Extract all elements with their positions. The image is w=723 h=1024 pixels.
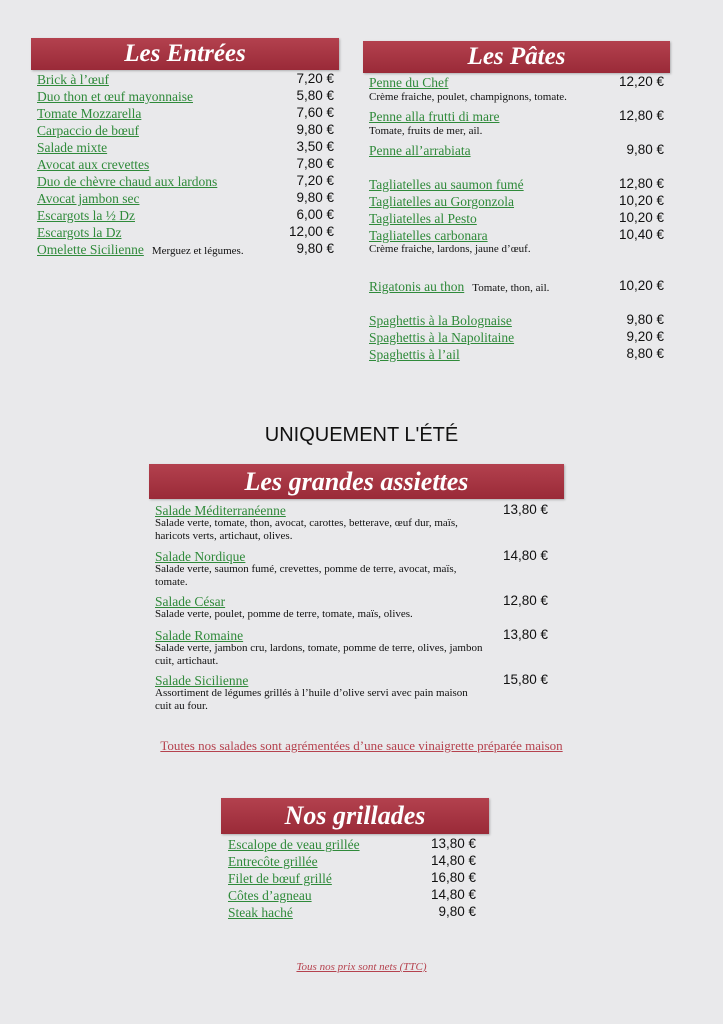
entree-price: 7,60 €: [296, 105, 334, 120]
entree-name[interactable]: Carpaccio de bœuf: [37, 123, 139, 138]
entree-price: 12,00 €: [288, 224, 334, 239]
pates-item: [369, 346, 664, 363]
grillade-price: 14,80 €: [430, 853, 476, 868]
pates-price: 10,40 €: [618, 227, 664, 242]
entree-name[interactable]: Escargots la ½ Dz: [37, 208, 135, 223]
entree-item: [37, 207, 334, 224]
entree-price: 3,50 €: [296, 139, 334, 154]
salad-dressing-note: Toutes nos salades sont agrémentées d’une sauce vinaigrette préparée maison: [160, 738, 563, 753]
salade-price: 14,80 €: [502, 548, 548, 563]
entree-item: [37, 88, 334, 105]
grillade-item: [228, 853, 476, 870]
salade-sub: Assortiment de légumes grillés à l’huile d’olive servi avec pain maison cuit au four.: [155, 687, 468, 712]
salade-name[interactable]: Salade Nordique: [155, 549, 246, 564]
entree-item: [37, 190, 334, 207]
entree-name[interactable]: Duo thon et œuf mayonnaise: [37, 89, 193, 104]
pates-item: [369, 193, 664, 210]
grillades-banner: Nos grillades: [221, 798, 489, 834]
pates-name[interactable]: Spaghettis à la Bolognaise: [369, 313, 512, 328]
pates-sub: Crème fraiche, lardons, jaune d’œuf.: [369, 243, 531, 255]
pates-name[interactable]: Penne all’arrabiata: [369, 143, 471, 158]
salade-sub: Salade verte, poulet, pomme de terre, tomate, maïs, olives.: [155, 608, 413, 620]
entree-name[interactable]: Escargots la Dz: [37, 225, 122, 240]
summer-only-heading: UNIQUEMENT L'ÉTÉ: [264, 424, 459, 446]
grillade-price: 14,80 €: [430, 887, 476, 902]
grillade-name[interactable]: Entrecôte grillée: [228, 854, 318, 869]
pates-price: 12,20 €: [618, 74, 664, 89]
entree-name[interactable]: Salade mixte: [37, 140, 108, 155]
pates-item: [369, 329, 664, 346]
entree-price: 7,80 €: [296, 156, 334, 171]
pates-price: 10,20 €: [618, 278, 664, 293]
pates-desc: Tomate, thon, ail.: [472, 282, 550, 294]
grillade-name[interactable]: Steak haché: [228, 905, 293, 920]
pates-price: 10,20 €: [618, 193, 664, 208]
pates-item: [369, 142, 664, 176]
entree-item: [37, 105, 334, 122]
entree-item: [37, 139, 334, 156]
grillade-price: 9,80 €: [438, 904, 476, 919]
entree-price: 9,80 €: [296, 122, 334, 137]
entree-item: [37, 173, 334, 190]
pates-section: [369, 74, 664, 363]
grillade-price: 13,80 €: [430, 836, 476, 851]
salade-name[interactable]: Salade César: [155, 594, 226, 609]
salade-price: 15,80 €: [502, 672, 548, 687]
salade-item: [155, 627, 548, 642]
pates-item: [369, 74, 664, 91]
grillade-price: 16,80 €: [430, 870, 476, 885]
grillade-item: [228, 904, 476, 921]
entree-price: 5,80 €: [296, 88, 334, 103]
entree-item: [37, 241, 334, 258]
entree-item: [37, 224, 334, 241]
salade-item: [155, 593, 548, 608]
entrees-section: [37, 71, 334, 258]
grillade-name[interactable]: Escalope de veau grillée: [228, 837, 360, 852]
entree-item: [37, 71, 334, 88]
salade-price: 12,80 €: [502, 593, 548, 608]
pates-price: 10,20 €: [618, 210, 664, 225]
entrees-banner: Les Entrées: [31, 38, 339, 70]
entree-name[interactable]: Duo de chèvre chaud aux lardons: [37, 174, 218, 189]
pates-price: 9,20 €: [626, 329, 664, 344]
pates-name[interactable]: Spaghettis à la Napolitaine: [369, 330, 515, 345]
salade-sub: Salade verte, saumon fumé, crevettes, pomme de terre, avocat, maïs, tomate.: [155, 563, 457, 588]
pates-price: 8,80 €: [626, 346, 664, 361]
entree-item: [37, 156, 334, 173]
pates-name[interactable]: Penne alla frutti di mare: [369, 109, 500, 124]
grillade-item: [228, 870, 476, 887]
pates-item: [369, 312, 664, 329]
pates-name[interactable]: Tagliatelles al Pesto: [369, 211, 477, 226]
entree-name[interactable]: Brick à l’œuf: [37, 72, 109, 87]
entree-price: 7,20 €: [296, 71, 334, 86]
salade-price: 13,80 €: [502, 627, 548, 642]
pates-name[interactable]: Tagliatelles au Gorgonzola: [369, 194, 515, 209]
salade-price: 13,80 €: [502, 502, 548, 517]
entree-price: 7,20 €: [296, 173, 334, 188]
entree-desc: Merguez et légumes.: [151, 245, 244, 257]
salade-item: [155, 548, 548, 563]
entree-price: 9,80 €: [296, 190, 334, 205]
pates-price: 9,80 €: [626, 312, 664, 327]
pates-item: [369, 210, 664, 227]
grillade-item: [228, 836, 476, 853]
grillades-section: [228, 836, 476, 921]
salade-sub: Salade verte, jambon cru, lardons, tomate, pomme de terre, olives, jambon cuit, artichaut.: [155, 642, 483, 667]
prices-net-note: Tous nos prix sont nets (TTC): [296, 961, 427, 973]
pates-sub: Crème fraiche, poulet, champignons, tomate.: [369, 91, 567, 103]
pates-name[interactable]: Tagliatelles carbonara: [369, 228, 488, 243]
pates-price: 12,80 €: [618, 176, 664, 191]
pates-name[interactable]: Rigatonis au thon: [369, 279, 465, 294]
pates-name[interactable]: Spaghettis à l’ail: [369, 347, 460, 362]
salade-name[interactable]: Salade Sicilienne: [155, 673, 249, 688]
salade-name[interactable]: Salade Romaine: [155, 628, 244, 643]
salade-item: [155, 672, 548, 687]
pates-item: [369, 176, 664, 193]
entree-price: 6,00 €: [296, 207, 334, 222]
pates-item: [369, 108, 664, 125]
grillade-name[interactable]: Filet de bœuf grillé: [228, 871, 332, 886]
entree-name[interactable]: Tomate Mozzarella: [37, 106, 142, 121]
salade-item: [155, 502, 548, 517]
grillade-name[interactable]: Côtes d’agneau: [228, 888, 312, 903]
pates-item: [369, 227, 664, 243]
salade-sub: Salade verte, tomate, thon, avocat, carottes, betterave, œuf dur, maïs, haricots verts, artichaut, olives.: [155, 517, 458, 542]
entree-price: 9,80 €: [296, 241, 334, 256]
pates-name[interactable]: Penne du Chef: [369, 75, 449, 90]
pates-banner: Les Pâtes: [363, 41, 670, 73]
pates-name[interactable]: Tagliatelles au saumon fumé: [369, 177, 524, 192]
assiettes-section: [155, 502, 548, 717]
entree-name[interactable]: Avocat aux crevettes: [37, 157, 150, 172]
pates-item: [369, 278, 664, 312]
pates-price: 12,80 €: [618, 108, 664, 123]
entree-name[interactable]: Avocat jambon sec: [37, 191, 140, 206]
pates-price: 9,80 €: [626, 142, 664, 157]
salade-name[interactable]: Salade Méditerranéenne: [155, 503, 286, 518]
grillade-item: [228, 887, 476, 904]
assiettes-banner: Les grandes assiettes: [149, 464, 564, 499]
entree-item: [37, 122, 334, 139]
pates-sub: Tomate, fruits de mer, ail.: [369, 125, 483, 137]
entree-name[interactable]: Omelette Sicilienne: [37, 242, 144, 257]
